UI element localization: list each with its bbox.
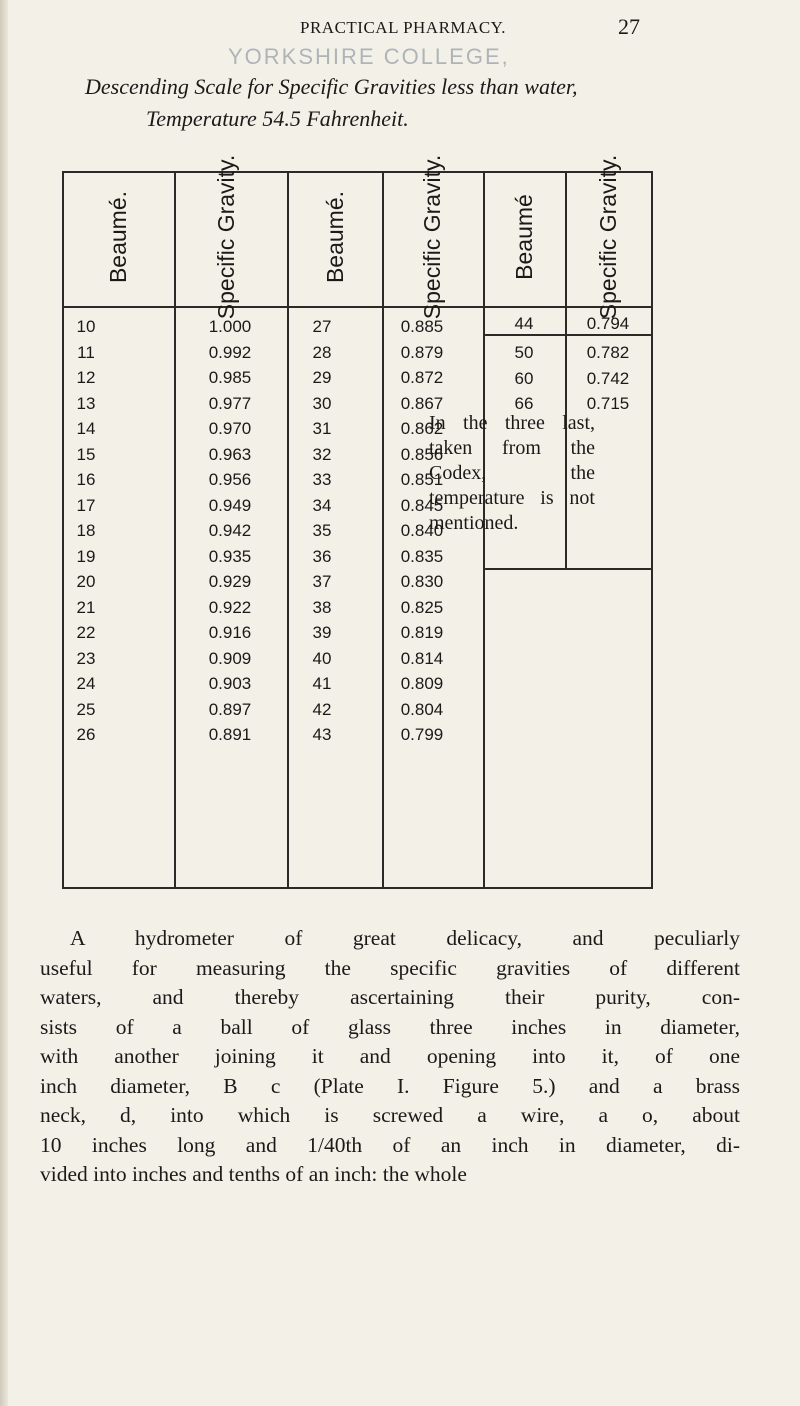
table-cell: 1.000 <box>208 317 252 336</box>
table-subcaption: Temperature 54.5 Fahrenheit. <box>146 106 409 131</box>
table-rule <box>651 171 653 889</box>
table-cell: 0.977 <box>208 393 252 413</box>
table-cell: 31 <box>312 419 332 438</box>
header-beaume-1: Beaumé. <box>104 190 131 284</box>
table-cell: 0.985 <box>208 368 252 387</box>
table-cell: 0.794 <box>586 314 630 333</box>
text-line: sists of a ball of glass three inches in diameter, <box>40 1014 740 1039</box>
table-cell: 37 <box>312 572 332 591</box>
text-line: A hydrometer of great delicacy, and peculiarly <box>70 926 740 950</box>
table-cell: 0.922 <box>208 597 252 617</box>
table-cell: 0.949 <box>208 495 252 515</box>
column-beaume-3-top <box>483 311 565 337</box>
table-cell: 17 <box>76 495 96 515</box>
table-cell: 0.891 <box>208 725 252 744</box>
table-cell: 0.799 <box>400 725 444 744</box>
library-stamp: YORKSHIRE COLLEGE, <box>228 44 510 69</box>
table-cell: 21 <box>76 597 96 617</box>
header-beaume-3: Beaumé <box>510 194 537 280</box>
column-beaume-3 <box>483 340 565 417</box>
table-cell: 0.909 <box>208 648 252 668</box>
table-cell: 39 <box>312 623 332 642</box>
table-cell: 0.963 <box>208 444 252 464</box>
table-cell: 23 <box>76 648 96 668</box>
table-cell: 27 <box>312 317 332 336</box>
table-cell: 0.856 <box>400 444 444 464</box>
table-cell: 0.903 <box>208 674 252 693</box>
table-cell: 0.897 <box>208 699 252 719</box>
column-gravity-3 <box>565 340 651 417</box>
table-cell: 0.916 <box>208 623 252 642</box>
table-cell: 0.814 <box>400 648 444 668</box>
table-cell: 0.819 <box>400 623 444 642</box>
table-cell: 43 <box>312 725 332 744</box>
table-cell: 18 <box>76 521 96 540</box>
table-cell: 0.835 <box>400 546 444 566</box>
table-cell: 22 <box>76 623 96 642</box>
text-line: inch diameter, B c (Plate I. Figure 5.) and a brass <box>40 1073 740 1098</box>
table-inner-rule <box>483 568 651 570</box>
table-cell: 0.840 <box>400 521 444 540</box>
table-bottom-rule <box>62 887 652 889</box>
running-head <box>0 14 800 44</box>
table-cell: 42 <box>312 699 332 719</box>
table-cell: 60 <box>514 368 534 388</box>
column-gravity-3-top <box>565 311 651 337</box>
table-top-rule <box>62 171 652 173</box>
table-cell: 0.782 <box>586 343 630 362</box>
table-cell: 13 <box>76 393 96 413</box>
table-cell: 0.825 <box>400 597 444 617</box>
table-cell: 32 <box>312 444 332 464</box>
table-cell: 0.742 <box>586 368 630 388</box>
table-cell: 35 <box>312 521 332 540</box>
table-cell: 30 <box>312 393 332 413</box>
table-cell: 0.872 <box>400 368 444 387</box>
table-cell: 0.879 <box>400 342 444 362</box>
table-cell: 29 <box>312 368 332 387</box>
table-cell: 0.862 <box>400 419 444 438</box>
page-number: 27 <box>618 14 640 39</box>
table-cell: 0.804 <box>400 699 444 719</box>
table-cell: 66 <box>514 394 534 413</box>
table-cell: 0.715 <box>586 394 630 413</box>
table-cell: 50 <box>514 343 534 362</box>
table-cell: 38 <box>312 597 332 617</box>
table-cell: 0.970 <box>208 419 252 438</box>
table-cell: 41 <box>312 674 332 693</box>
table-cell: 26 <box>76 725 96 744</box>
text-line: useful for measuring the specific gravities of different <box>40 955 740 980</box>
header-gravity-2: Specific Gravity. <box>418 154 445 320</box>
table-cell: 10 <box>76 317 96 336</box>
table-cell: 0.942 <box>208 521 252 540</box>
table-cell: 0.845 <box>400 495 444 515</box>
table-cell: 0.885 <box>400 317 444 336</box>
table-cell: 20 <box>76 572 96 591</box>
table-cell: 0.929 <box>208 572 252 591</box>
table-cell: 0.992 <box>208 342 252 362</box>
table-footnote: In the three last, taken from the Codex, the temperature is not mentioned. <box>429 412 595 534</box>
table-caption: Descending Scale for Specific Gravities less than water, <box>85 74 578 99</box>
header-gravity-1: Specific Gravity. <box>212 154 239 320</box>
text-line: 10 inches long and 1/40th of an inch in diameter, di- <box>40 1132 740 1157</box>
table-cell: 0.956 <box>208 470 252 489</box>
table-cell: 11 <box>77 342 95 362</box>
header-gravity-3: Specific Gravity. <box>594 154 621 320</box>
table-cell: 0.935 <box>208 546 252 566</box>
column-beaume-1 <box>62 314 110 748</box>
table-cell: 33 <box>312 470 332 489</box>
table-cell: 16 <box>76 470 96 489</box>
table-cell: 44 <box>514 314 534 333</box>
table-cell: 40 <box>312 648 332 668</box>
table-cell: 25 <box>76 699 96 719</box>
table-cell: 24 <box>76 674 96 693</box>
page-spine-shadow <box>0 0 8 1406</box>
table-cell: 14 <box>76 419 96 438</box>
table-cell: 0.867 <box>400 393 444 413</box>
table-cell: 36 <box>312 546 332 566</box>
table-cell: 0.830 <box>400 572 444 591</box>
header-beaume-2: Beaumé. <box>321 190 348 284</box>
text-line: vided into inches and tenths of an inch: the whole <box>40 1162 467 1186</box>
running-head-title: PRACTICAL PHARMACY. <box>300 18 506 37</box>
table-header-rule <box>62 306 652 308</box>
column-gravity-1 <box>174 314 286 748</box>
text-line: with another joining it and opening into it, of one <box>40 1044 740 1068</box>
table-cell: 0.851 <box>400 470 444 489</box>
text-line: neck, d, into which is screwed a wire, a o, about <box>40 1103 740 1127</box>
table-cell: 0.809 <box>400 674 444 693</box>
text-line: waters, and thereby ascertaining their purity, con- <box>40 985 740 1009</box>
table-cell: 15 <box>76 444 96 464</box>
table-cell: 12 <box>76 368 96 387</box>
table-cell: 19 <box>76 546 96 566</box>
table-cell: 34 <box>312 495 332 515</box>
body-paragraph <box>40 924 740 1190</box>
column-beaume-2 <box>287 314 357 748</box>
table-cell: 28 <box>312 342 332 362</box>
